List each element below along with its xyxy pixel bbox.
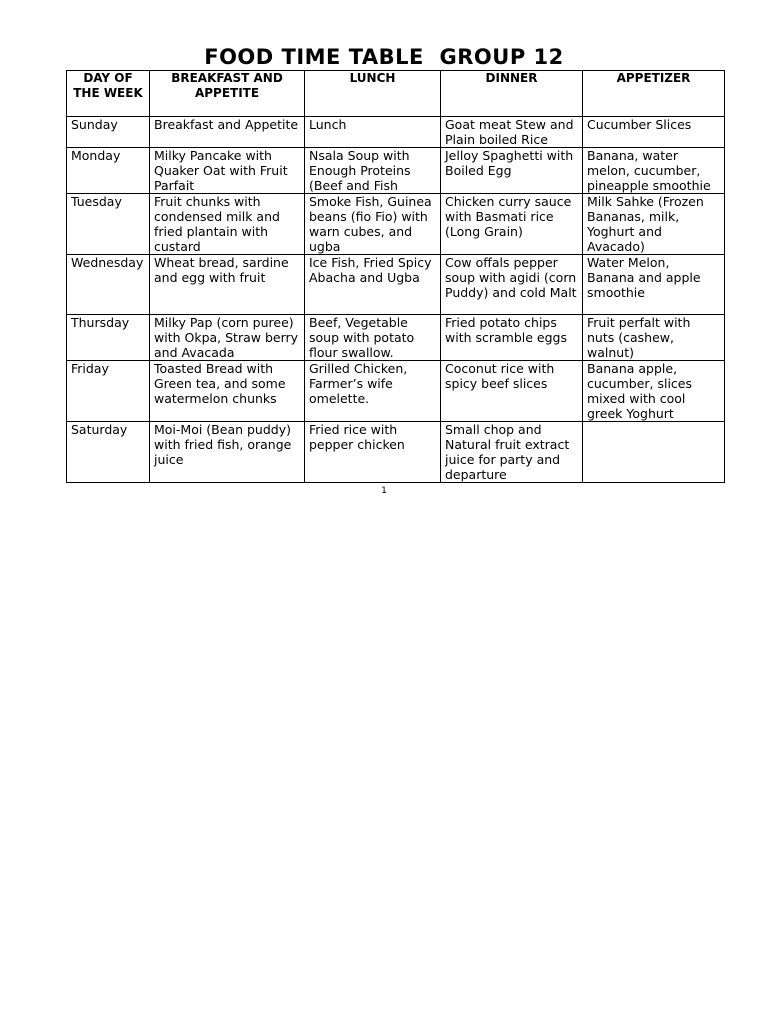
breakfast-cell: Milky Pancake with Quaker Oat with Fruit Parfait <box>150 148 305 194</box>
appetizer-cell: Water Melon, Banana and apple smoothie <box>583 255 725 315</box>
breakfast-cell: Moi-Moi (Bean puddy) with fried fish, orange juice <box>150 422 305 483</box>
day-cell: Monday <box>67 148 150 194</box>
lunch-cell: Grilled Chicken, Farmer’s wife omelette. <box>305 361 441 422</box>
header-dinner: DINNER <box>441 71 583 117</box>
page-title: FOOD TIME TABLE GROUP 12 <box>204 45 564 69</box>
day-cell: Tuesday <box>67 194 150 255</box>
header-row <box>67 71 725 117</box>
dinner-cell: Small chop and Natural fruit extract juice for party and departure <box>441 422 583 483</box>
dinner-cell: Jelloy Spaghetti with Boiled Egg <box>441 148 583 194</box>
header-breakfast: BREAKFAST AND APPETITE <box>150 71 305 117</box>
page-number: 1 <box>381 486 387 496</box>
breakfast-cell: Toasted Bread with Green tea, and some watermelon chunks <box>150 361 305 422</box>
day-cell: Thursday <box>67 315 150 361</box>
table-row <box>67 422 725 483</box>
dinner-cell: Goat meat Stew and Plain boiled Rice <box>441 117 583 148</box>
day-cell: Wednesday <box>67 255 150 315</box>
dinner-cell: Fried potato chips with scramble eggs <box>441 315 583 361</box>
table-row <box>67 194 725 255</box>
table-row <box>67 117 725 148</box>
day-cell: Friday <box>67 361 150 422</box>
breakfast-cell: Fruit chunks with condensed milk and fried plantain with custard <box>150 194 305 255</box>
breakfast-cell: Milky Pap (corn puree) with Okpa, Straw berry and Avacada <box>150 315 305 361</box>
lunch-cell: Fried rice with pepper chicken <box>305 422 441 483</box>
lunch-cell: Nsala Soup with Enough Proteins (Beef and Fish <box>305 148 441 194</box>
breakfast-cell: Wheat bread, sardine and egg with fruit <box>150 255 305 315</box>
appetizer-cell: Cucumber Slices <box>583 117 725 148</box>
appetizer-cell: Milk Sahke (Frozen Bananas, milk, Yoghurt and Avacado) <box>583 194 725 255</box>
table-row <box>67 255 725 315</box>
lunch-cell: Smoke Fish, Guinea beans (fio Fio) with warn cubes, and ugba <box>305 194 441 255</box>
appetizer-cell: Banana, water melon, cucumber, pineapple smoothie <box>583 148 725 194</box>
breakfast-cell: Breakfast and Appetite <box>150 117 305 148</box>
header-lunch: LUNCH <box>305 71 441 117</box>
dinner-cell: Chicken curry sauce with Basmati rice (Long Grain) <box>441 194 583 255</box>
dinner-cell: Coconut rice with spicy beef slices <box>441 361 583 422</box>
appetizer-cell: Fruit perfalt with nuts (cashew, walnut) <box>583 315 725 361</box>
day-cell: Sunday <box>67 117 150 148</box>
lunch-cell: Ice Fish, Fried Spicy Abacha and Ugba <box>305 255 441 315</box>
appetizer-cell <box>583 422 725 483</box>
day-cell: Saturday <box>67 422 150 483</box>
table-row <box>67 315 725 361</box>
header-appetizer: APPETIZER <box>583 71 725 117</box>
dinner-cell: Cow offals pepper soup with agidi (corn Puddy) and cold Malt <box>441 255 583 315</box>
table-row <box>67 361 725 422</box>
appetizer-cell: Banana apple, cucumber, slices mixed with cool greek Yoghurt <box>583 361 725 422</box>
lunch-cell: Beef, Vegetable soup with potato flour swallow. <box>305 315 441 361</box>
lunch-cell: Lunch <box>305 117 441 148</box>
table-row <box>67 148 725 194</box>
food-timetable <box>66 70 725 483</box>
header-day: DAY OF THE WEEK <box>67 71 150 117</box>
